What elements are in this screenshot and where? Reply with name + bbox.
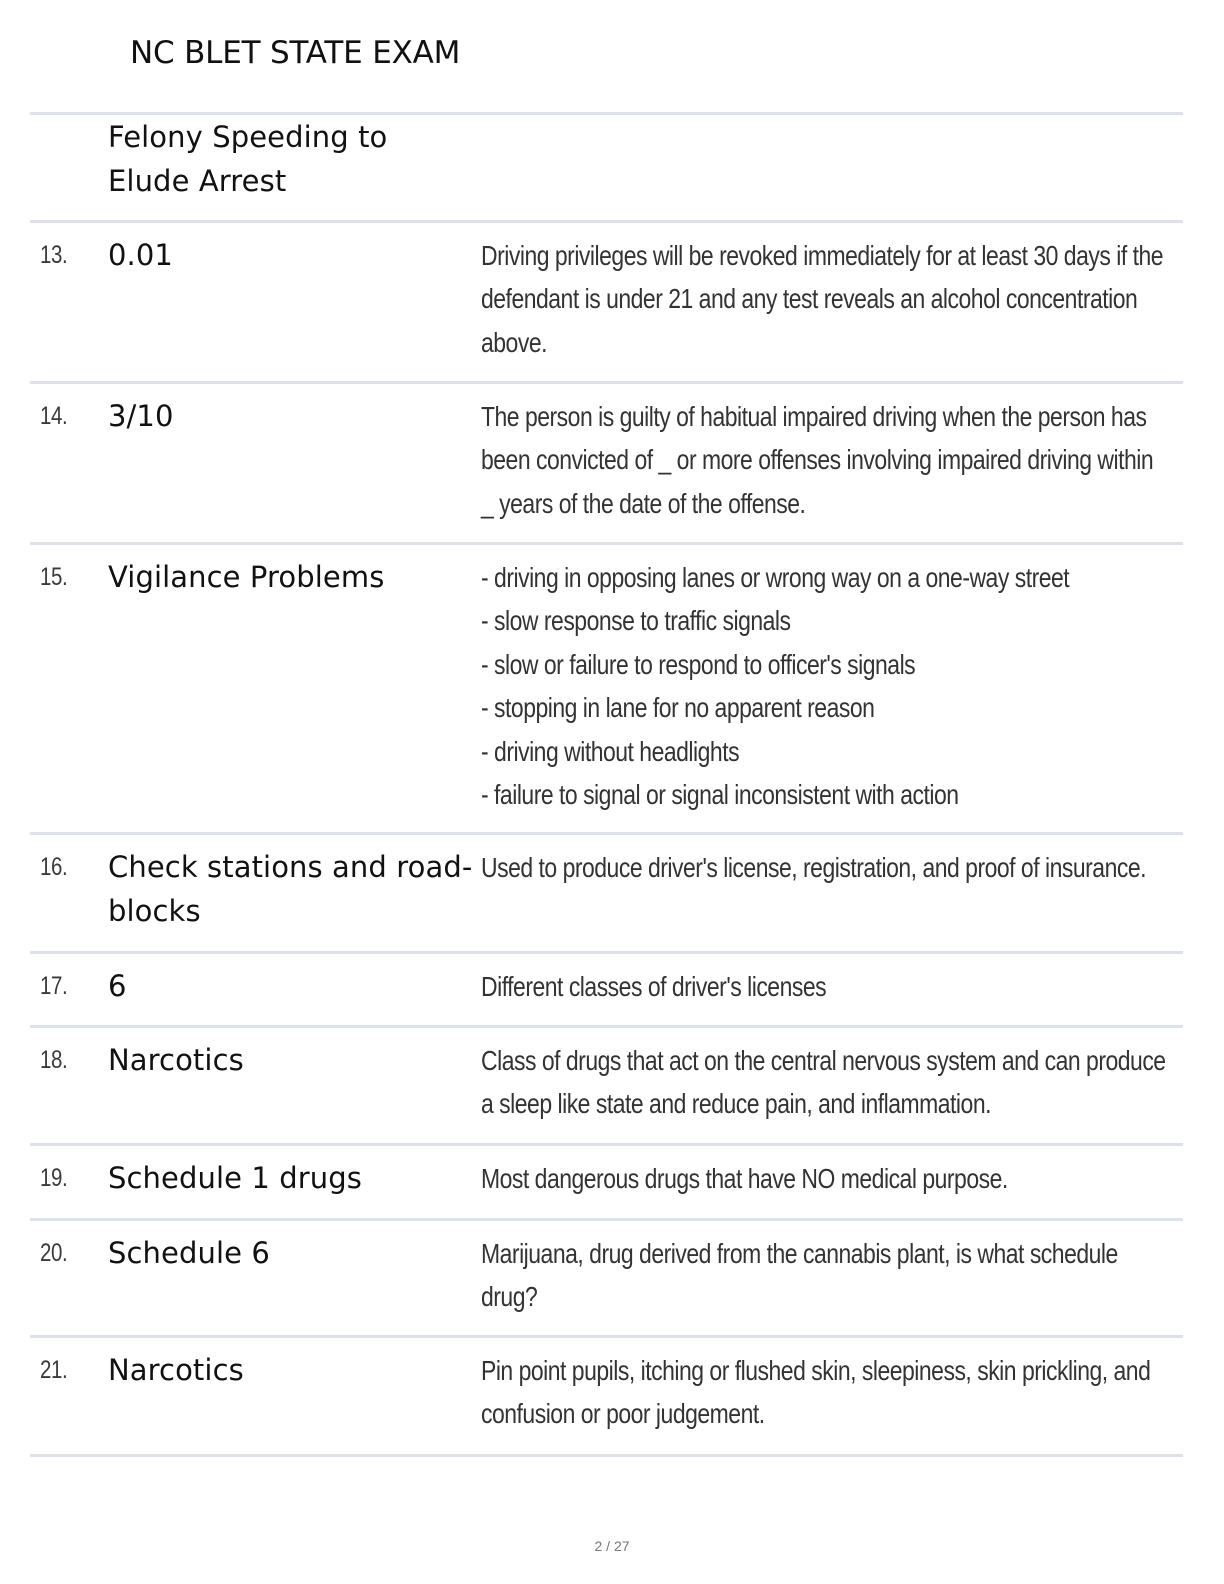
definition-line: Most dangerous drugs that have NO medical purpose.: [481, 1163, 1008, 1194]
definition-line: - stopping in lane for no apparent reason: [481, 692, 875, 724]
divider: [30, 1454, 1183, 1457]
definition-line: - slow or failure to respond to officer's signals: [481, 648, 916, 680]
card-definition: [481, 1349, 1170, 1436]
definition-line: The person is guilty of habitual impaired driving when the person has: [481, 401, 1147, 432]
card-definition: [481, 556, 1170, 816]
definition-line: Used to produce driver's license, registration, and proof of insurance.: [481, 852, 1147, 883]
divider: [30, 112, 1183, 115]
card-term-text: Check stations and road-blocks: [108, 850, 473, 928]
divider: [30, 832, 1183, 835]
card-definition: [481, 1232, 1170, 1319]
card-definition: [481, 395, 1170, 525]
divider: [30, 1335, 1183, 1338]
card-definition: [481, 965, 1170, 1008]
card-term: 6: [108, 969, 127, 1003]
definition-line: - driving without headlights: [481, 735, 740, 767]
divider: [30, 951, 1183, 954]
card-number: 15.: [40, 563, 68, 591]
divider: [30, 1143, 1183, 1146]
definition-line: _ years of the date of the offense.: [481, 487, 806, 519]
page-indicator: 2 / 27: [594, 1538, 630, 1554]
divider: [30, 381, 1183, 384]
card-number: 20.: [40, 1239, 68, 1267]
definition-line: - slow response to traffic signals: [481, 605, 791, 637]
card-definition: [481, 1157, 1170, 1200]
card-term: Schedule 1 drugs: [108, 1161, 362, 1195]
card-term: [108, 846, 480, 933]
card-term: Vigilance Problems: [108, 560, 385, 594]
definition-line: defendant is under 21 and any test reveals an alcohol concentration: [481, 283, 1138, 315]
card-number: 17.: [40, 972, 68, 1000]
divider: [30, 542, 1183, 545]
card-number: 19.: [40, 1164, 68, 1192]
document-title: NC BLET STATE EXAM: [130, 35, 461, 71]
card-term: 3/10: [108, 399, 174, 433]
card-term: Schedule 6: [108, 1236, 270, 1270]
card-definition: [481, 846, 1170, 889]
divider: [30, 1025, 1183, 1028]
definition-line: Different classes of driver's licenses: [481, 971, 827, 1002]
definition-line: above.: [481, 326, 547, 358]
card-definition: [481, 234, 1170, 364]
definition-line: Pin point pupils, itching or flushed skin, sleepiness, skin prickling, and: [481, 1355, 1151, 1386]
card-term: 0.01: [108, 238, 173, 272]
card-number: 21.: [40, 1356, 68, 1384]
card-definition: [481, 1039, 1170, 1126]
definition-line: Marijuana, drug derived from the cannabis plant, is what schedule: [481, 1238, 1118, 1269]
card-number: 13.: [40, 241, 68, 269]
definition-line: - failure to signal or signal inconsistent with action: [481, 779, 959, 811]
definition-line: been convicted of _ or more offenses involving impaired driving within: [481, 444, 1154, 476]
definition-line: Driving privileges will be revoked immediately for at least 30 days if the: [481, 240, 1164, 271]
divider: [30, 1218, 1183, 1221]
definition-line: drug?: [481, 1281, 538, 1313]
card-term: Felony Speeding to Elude Arrest: [108, 120, 388, 198]
definition-line: Class of drugs that act on the central nervous system and can produce: [481, 1045, 1166, 1076]
card-term: Narcotics: [108, 1043, 244, 1077]
card-number: 18.: [40, 1046, 68, 1074]
divider: [30, 220, 1183, 223]
card-term: Narcotics: [108, 1353, 244, 1387]
definition-line: - driving in opposing lanes or wrong way on a one-way street: [481, 562, 1070, 593]
card-number: 14.: [40, 402, 68, 430]
definition-line: confusion or poor judgement.: [481, 1398, 765, 1430]
card-number: 16.: [40, 853, 68, 881]
definition-line: a sleep like state and reduce pain, and inflammation.: [481, 1088, 991, 1120]
